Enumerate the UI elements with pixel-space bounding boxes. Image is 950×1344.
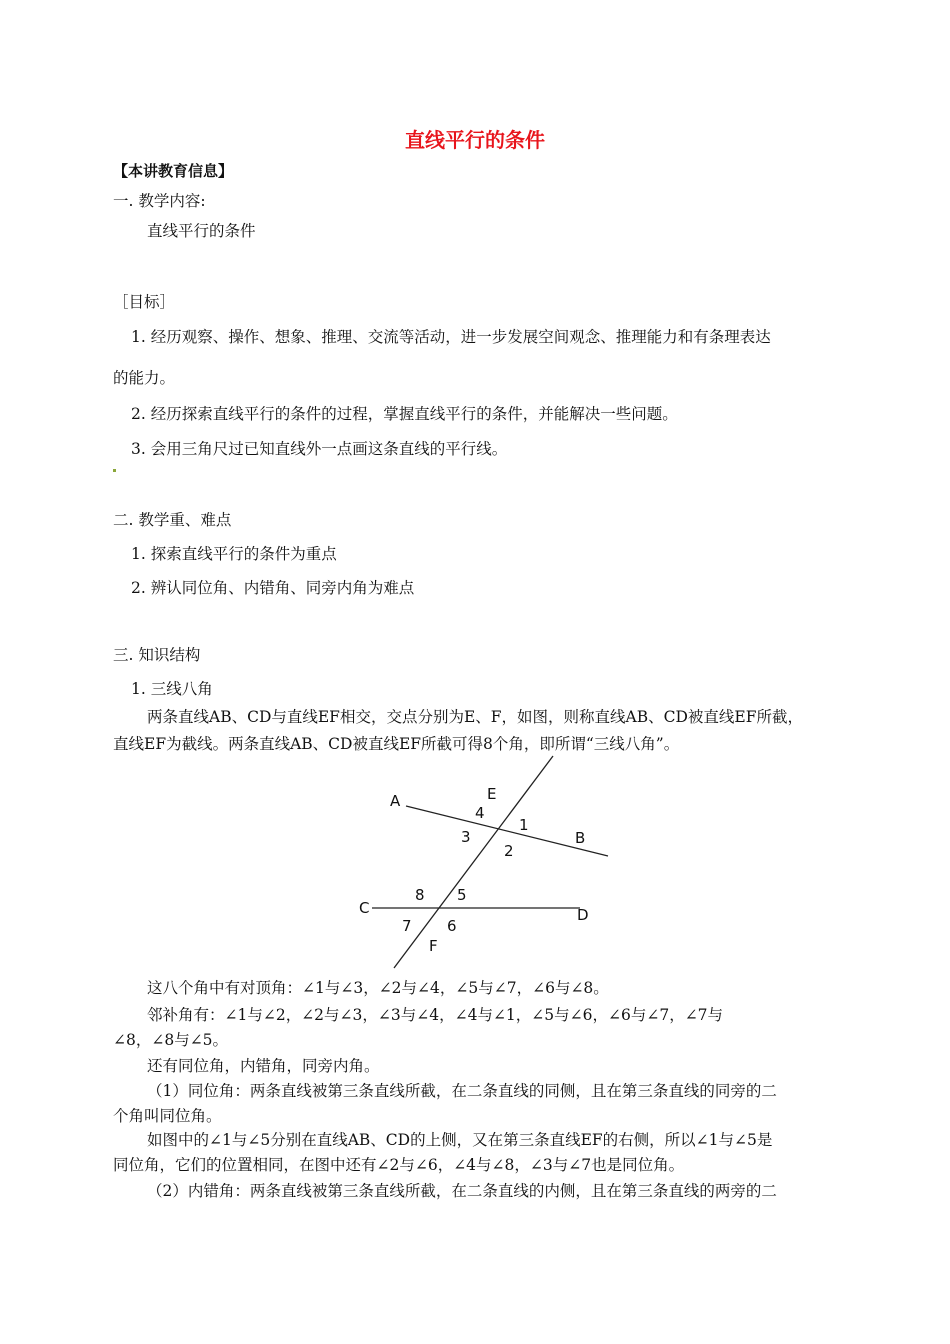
- section-2-item-2: 2. 辨认同位角、内错角、同旁内角为难点: [131, 579, 415, 597]
- section-1-content: 直线平行的条件: [147, 222, 256, 240]
- page-title: 直线平行的条件: [405, 128, 545, 152]
- label-a: A: [390, 792, 401, 810]
- goal-item-2: 2. 经历探索直线平行的条件的过程，掌握直线平行的条件，并能解决一些问题。: [131, 405, 678, 423]
- paragraph-line: 两条直线AB、CD与直线EF相交，交点分别为E、F，如图，则称直线AB、CD被直线EF所截，: [147, 708, 803, 726]
- angle-6-label: 6: [447, 917, 457, 935]
- paragraph-line: 直线EF为截线。两条直线AB、CD被直线EF所截可得8个角，即所谓“三线八角”。: [113, 735, 680, 753]
- angle-4-label: 4: [475, 804, 485, 822]
- paragraph-line: ∠8，∠8与∠5。: [113, 1031, 229, 1049]
- section-3-heading: 三. 知识结构: [113, 646, 201, 664]
- label-c: C: [359, 899, 370, 917]
- label-e: E: [487, 785, 497, 803]
- goal-item-1-continued: 的能力。: [113, 369, 176, 387]
- angle-5-label: 5: [457, 886, 467, 904]
- section-header: 【本讲教育信息】: [113, 162, 234, 180]
- line-ef: [394, 756, 553, 968]
- paragraph-line: （1）同位角：两条直线被第三条直线所截，在二条直线的同侧，且在第三条直线的同旁的二: [147, 1082, 777, 1100]
- goal-item-3: 3. 会用三角尺过已知直线外一点画这条直线的平行线。: [131, 440, 508, 458]
- stray-mark: [113, 469, 116, 472]
- angle-2-label: 2: [504, 842, 514, 860]
- subsection-title: 1. 三线八角: [131, 680, 213, 698]
- paragraph-line: 还有同位角，内错角，同旁内角。: [147, 1057, 380, 1075]
- label-b: B: [575, 829, 586, 847]
- section-2-heading: 二. 教学重、难点: [113, 511, 232, 529]
- label-f: F: [429, 937, 438, 955]
- angle-8-label: 8: [415, 886, 425, 904]
- angle-7-label: 7: [402, 917, 412, 935]
- paragraph-line: 如图中的∠1与∠5分别在直线AB、CD的上侧，又在第三条直线EF的右侧，所以∠1与∠5是: [147, 1131, 773, 1149]
- paragraph-line: 个角叫同位角。: [113, 1107, 222, 1125]
- label-d: D: [577, 906, 589, 924]
- three-lines-eight-angles-figure: [350, 752, 620, 974]
- section-1-heading: 一. 教学内容:: [113, 192, 206, 210]
- section-2-item-1: 1. 探索直线平行的条件为重点: [131, 545, 337, 563]
- angle-3-label: 3: [461, 828, 471, 846]
- angle-1-label: 1: [519, 816, 529, 834]
- paragraph-line: （2）内错角：两条直线被第三条直线所截，在二条直线的内侧，且在第三条直线的两旁的二: [147, 1182, 777, 1200]
- paragraph-line: 邻补角有：∠1与∠2，∠2与∠3，∠3与∠4，∠4与∠1，∠5与∠6，∠6与∠7，∠7与: [147, 1006, 724, 1024]
- paragraph-line: 这八个角中有对顶角：∠1与∠3，∠2与∠4，∠5与∠7，∠6与∠8。: [147, 979, 609, 997]
- goals-label: ［目标］: [113, 293, 176, 311]
- paragraph-line: 同位角，它们的位置相同，在图中还有∠2与∠6，∠4与∠8，∠3与∠7也是同位角。: [113, 1156, 685, 1174]
- goal-item-1: 1. 经历观察、操作、想象、推理、交流等活动，进一步发展空间观念、推理能力和有条理表达: [131, 328, 771, 346]
